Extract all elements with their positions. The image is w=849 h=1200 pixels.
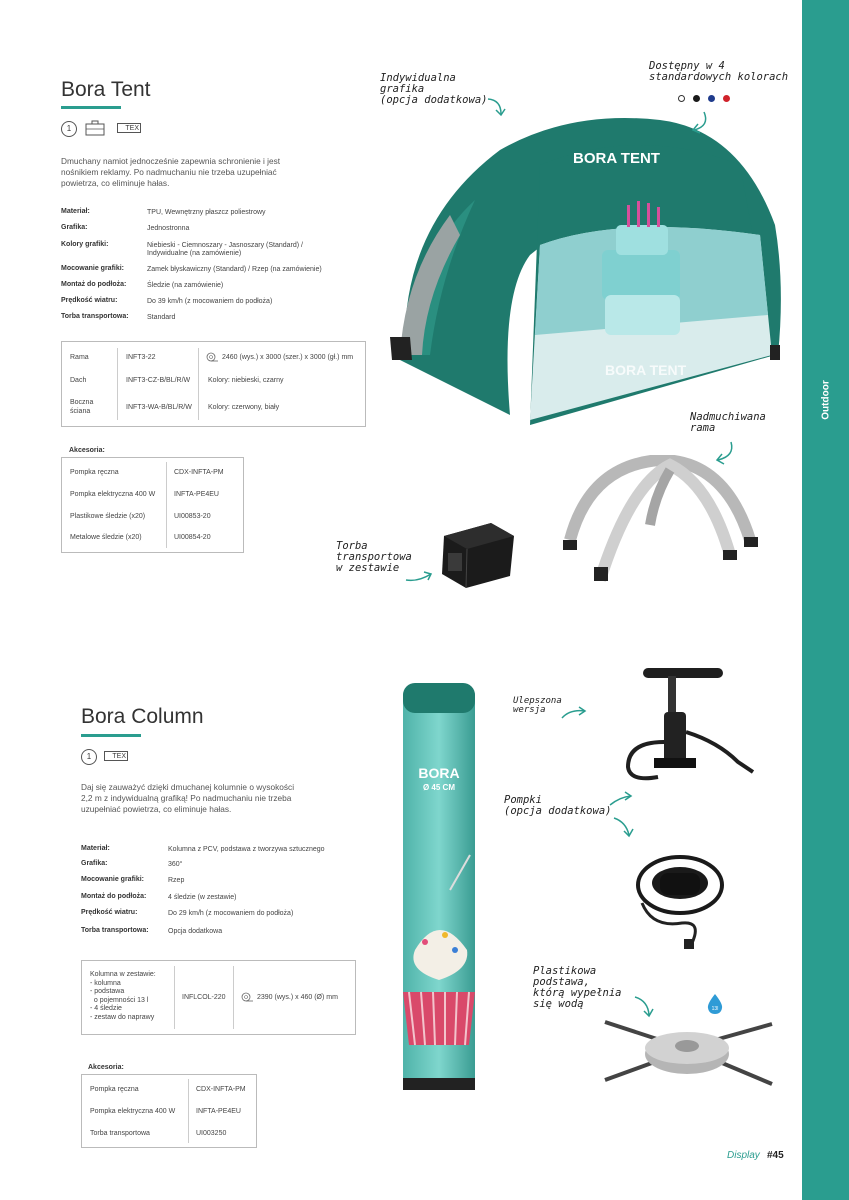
sidebar-label: Outdoor	[820, 380, 831, 420]
arrow-colors-icon	[690, 110, 712, 136]
sidebar-band	[802, 0, 849, 1200]
column-tex-icon: TEX	[104, 751, 128, 761]
tent-specs: Materiał: TPU, Wewnętrzny płaszcz poliestrowy Grafika: Jednostronna Kolory grafiki: Niebieski - Ciemnoszary - Jasnoszary (Standard) / Indywidualne (na zamówienie) Mocowanie grafiki: Zamek błyskawiczny (Standard) / Rzep (na zamówienie) Montaż do podłoża: Śledzie (na zamówienie) Prędkość wiatru: Do 39 km/h (z mocowaniem do podłoża) Torba transportowa: Standard	[61, 208, 322, 321]
dimensions-icon	[206, 352, 218, 363]
callout-bag: Torba transportowa w zestawie	[336, 540, 412, 574]
column-specs: Materiał: Kolumna z PCV, podstawa z tworzywa sztucznego Grafika: 360° Mocowanie grafiki: Rzep Montaż do podłoża: 4 śledzie (w zestawie) Prędkość wiatru: Do 29 km/h (z mocowaniem do podłoża) Torba transportowa: Opcja dodatkowa	[81, 845, 325, 935]
column-quantity-icon: 1	[81, 749, 97, 765]
tent-illustration	[380, 105, 790, 425]
hand-pump-illustration	[618, 662, 763, 787]
footer-page-number: #45	[767, 1150, 784, 1161]
arrow-pumps-down-icon	[612, 816, 634, 838]
electric-pump-illustration	[622, 843, 727, 953]
svg-text:BORA TENT: BORA TENT	[605, 362, 687, 378]
quantity-icon: 1	[61, 121, 77, 137]
column-description: Daj się zauważyć dzięki dmuchanej kolumnie o wysokości 2,2 m z indywidualną grafiką! Po nadmuchaniu nie trzeba uzupełniać powietrza, co eliminuje hałas.	[81, 782, 295, 814]
column-accessories-table: Pompka ręczna CDX-INFTA-PM Pompka elektryczna 400 W INFTA-PE4EU Torba transportowa UI003250	[81, 1074, 257, 1148]
arrow-graphic-icon	[485, 96, 507, 118]
tent-title-underline	[61, 106, 121, 109]
color-dot-red	[723, 95, 730, 102]
callout-colors: Dostępny w 4 standardowych kolorach	[649, 60, 789, 83]
frame-illustration	[560, 455, 770, 590]
callout-base: Plastikowa podstawa, którą wypełnia się wodą	[533, 965, 622, 1010]
tent-title: Bora Tent	[61, 78, 151, 101]
tent-accessories-title: Akcesoria:	[69, 447, 105, 454]
column-accessories-title: Akcesoria:	[88, 1064, 124, 1071]
svg-text:BORA: BORA	[418, 765, 460, 781]
svg-text:Ø 45 CM: Ø 45 CM	[422, 783, 456, 792]
column-dimensions-icon	[241, 992, 253, 1003]
svg-text:13l: 13l	[711, 1006, 719, 1012]
column-illustration	[395, 680, 485, 1095]
bag-illustration	[436, 518, 518, 590]
color-dot-white	[678, 95, 685, 102]
color-dot-black	[693, 95, 700, 102]
arrow-pumps-up-icon	[608, 791, 634, 809]
briefcase-icon	[85, 120, 105, 136]
column-title-underline	[81, 734, 141, 737]
arrow-improved-icon	[560, 705, 588, 721]
tent-description: Dmuchany namiot jednocześnie zapewnia schronienie i jest nośnikiem reklamy. Po nadmuchaniu nie trzeba uzupełniać powietrza, co eliminuje hałas.	[61, 156, 281, 188]
arrow-bag-icon	[404, 568, 434, 584]
column-title: Bora Column	[81, 705, 204, 728]
tex-icon: TEX	[117, 123, 141, 133]
tent-accessories-table: Pompka ręczna CDX-INFTA-PM Pompka elektryczna 400 W INFTA-PE4EU Plastikowe śledzie (x20) UI00853-20 Metalowe śledzie (x20) UI00854-20	[61, 457, 244, 553]
callout-pumps: Pompki (opcja dodatkowa)	[504, 794, 612, 817]
column-kit-table: Kolumna w zestawie: - kolumna - podstawa o pojemności 13 l - 4 śledzie - zestaw do naprawy INFLCOL-220 2390 (wys.) x 460 (Ø) mm	[81, 960, 356, 1035]
callout-improved: Ulepszona wersja	[513, 696, 562, 715]
color-dot-blue	[708, 95, 715, 102]
water-base-illustration	[600, 1012, 780, 1092]
svg-text:BORA TENT: BORA TENT	[573, 150, 660, 167]
callout-frame: Nadmuchiwana rama	[690, 411, 766, 434]
tent-parts-table: Rama INFT3-22 2460 (wys.) x 3000 (szer.) x 3000 (gł.) mm Dach INFT3-CZ-B/BL/R/W Kolory: niebieski, czarny Boczna ściana INFT3-WA-B/BL/R/W Kolory: czerwony, biały	[61, 341, 366, 427]
footer-section: Display	[727, 1150, 760, 1161]
callout-graphic: Indywidualna grafika (opcja dodatkowa)	[380, 72, 488, 106]
